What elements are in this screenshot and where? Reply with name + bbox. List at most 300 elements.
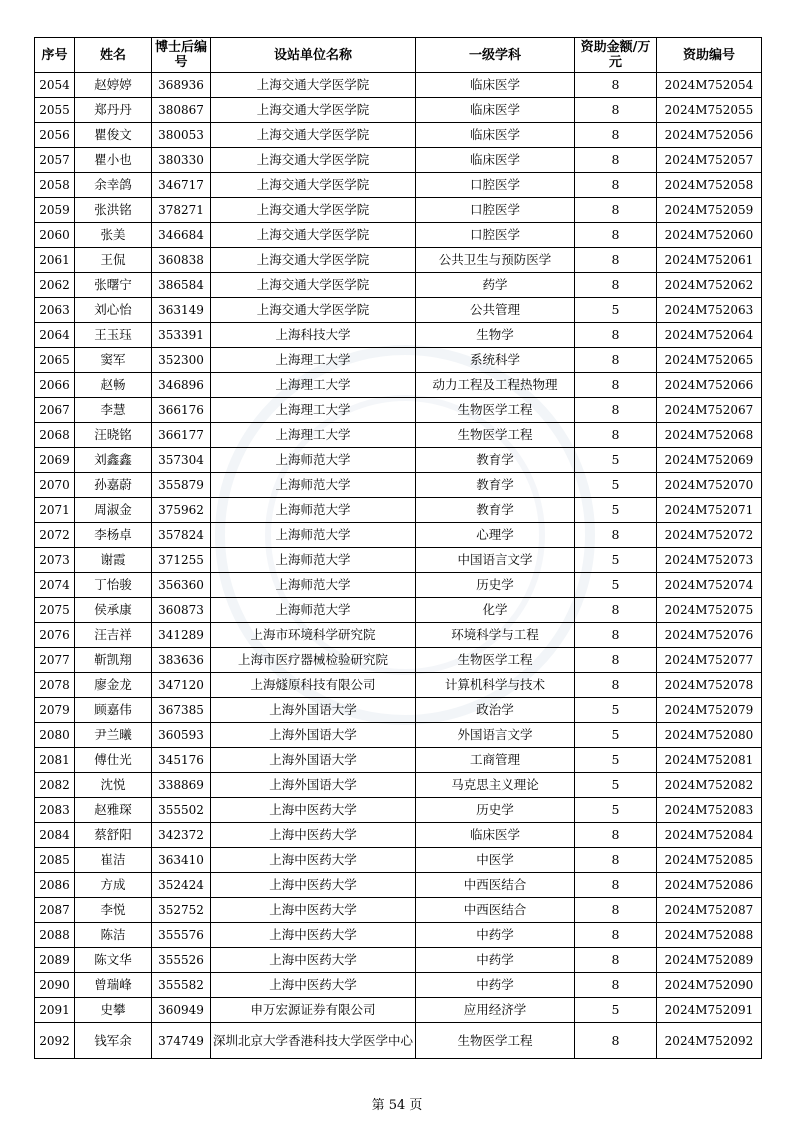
- cell-institution: 上海交通大学医学院: [211, 198, 416, 223]
- cell-discipline: 计算机科学与技术: [416, 673, 575, 698]
- cell-name: 尹兰曦: [75, 723, 152, 748]
- cell-institution: 上海交通大学医学院: [211, 123, 416, 148]
- cell-postdoc-id: 357304: [152, 448, 211, 473]
- table-row: [35, 348, 762, 373]
- cell-amount: 8: [575, 823, 657, 848]
- table-row: [35, 423, 762, 448]
- cell-name: 顾嘉伟: [75, 698, 152, 723]
- cell-index: 2086: [35, 873, 75, 898]
- cell-postdoc-id: 371255: [152, 548, 211, 573]
- cell-amount: 8: [575, 198, 657, 223]
- cell-name: 靳凯翔: [75, 648, 152, 673]
- table-row: [35, 673, 762, 698]
- cell-amount: 8: [575, 373, 657, 398]
- cell-amount: 8: [575, 423, 657, 448]
- cell-index: 2059: [35, 198, 75, 223]
- cell-discipline: 环境科学与工程: [416, 623, 575, 648]
- cell-name: 李慧: [75, 398, 152, 423]
- cell-index: 2065: [35, 348, 75, 373]
- cell-amount: 8: [575, 923, 657, 948]
- table-row: [35, 873, 762, 898]
- cell-grant-id: 2024M752060: [657, 223, 762, 248]
- cell-name: 余幸鸽: [75, 173, 152, 198]
- table-row: [35, 323, 762, 348]
- cell-name: 窦军: [75, 348, 152, 373]
- cell-grant-id: 2024M752087: [657, 898, 762, 923]
- cell-institution: 上海交通大学医学院: [211, 98, 416, 123]
- cell-index: 2081: [35, 748, 75, 773]
- cell-grant-id: 2024M752064: [657, 323, 762, 348]
- table-row: [35, 373, 762, 398]
- cell-name: 张洪铭: [75, 198, 152, 223]
- table-row: [35, 823, 762, 848]
- cell-name: 赵雅琛: [75, 798, 152, 823]
- cell-institution: 上海外国语大学: [211, 723, 416, 748]
- cell-index: 2084: [35, 823, 75, 848]
- cell-amount: 8: [575, 98, 657, 123]
- cell-postdoc-id: 352300: [152, 348, 211, 373]
- cell-discipline: 教育学: [416, 448, 575, 473]
- cell-grant-id: 2024M752055: [657, 98, 762, 123]
- cell-postdoc-id: 342372: [152, 823, 211, 848]
- table-row: [35, 298, 762, 323]
- cell-grant-id: 2024M752092: [657, 1023, 762, 1059]
- cell-amount: 8: [575, 148, 657, 173]
- cell-institution: 上海中医药大学: [211, 848, 416, 873]
- cell-name: 赵婷婷: [75, 73, 152, 98]
- cell-discipline: 口腔医学: [416, 223, 575, 248]
- cell-name: 崔洁: [75, 848, 152, 873]
- cell-postdoc-id: 347120: [152, 673, 211, 698]
- cell-grant-id: 2024M752081: [657, 748, 762, 773]
- page-number: 第 54 页: [371, 1098, 423, 1113]
- cell-discipline: 口腔医学: [416, 173, 575, 198]
- cell-postdoc-id: 357824: [152, 523, 211, 548]
- cell-index: 2072: [35, 523, 75, 548]
- cell-grant-id: 2024M752090: [657, 973, 762, 998]
- cell-index: 2066: [35, 373, 75, 398]
- cell-discipline: 生物医学工程: [416, 1023, 575, 1059]
- cell-index: 2054: [35, 73, 75, 98]
- table-row: [35, 173, 762, 198]
- header-institution: 设站单位名称: [211, 38, 416, 73]
- cell-grant-id: 2024M752068: [657, 423, 762, 448]
- cell-postdoc-id: 366176: [152, 398, 211, 423]
- cell-discipline: 生物医学工程: [416, 423, 575, 448]
- cell-institution: 上海师范大学: [211, 448, 416, 473]
- cell-discipline: 公共卫生与预防医学: [416, 248, 575, 273]
- cell-discipline: 中国语言文学: [416, 548, 575, 573]
- table-row: [35, 698, 762, 723]
- cell-amount: 5: [575, 473, 657, 498]
- table-row: [35, 198, 762, 223]
- cell-discipline: 化学: [416, 598, 575, 623]
- cell-postdoc-id: 374749: [152, 1023, 211, 1059]
- cell-name: 张曙宁: [75, 273, 152, 298]
- cell-grant-id: 2024M752074: [657, 573, 762, 598]
- table-row: [35, 523, 762, 548]
- cell-institution: 上海交通大学医学院: [211, 248, 416, 273]
- cell-institution: 上海理工大学: [211, 398, 416, 423]
- cell-grant-id: 2024M752088: [657, 923, 762, 948]
- cell-index: 2091: [35, 998, 75, 1023]
- cell-institution: 上海中医药大学: [211, 873, 416, 898]
- cell-institution: 上海交通大学医学院: [211, 298, 416, 323]
- table-row: [35, 1023, 762, 1059]
- cell-amount: 8: [575, 273, 657, 298]
- cell-discipline: 心理学: [416, 523, 575, 548]
- cell-institution: 上海理工大学: [211, 373, 416, 398]
- cell-postdoc-id: 378271: [152, 198, 211, 223]
- cell-index: 2076: [35, 623, 75, 648]
- cell-amount: 5: [575, 773, 657, 798]
- cell-postdoc-id: 386584: [152, 273, 211, 298]
- cell-discipline: 临床医学: [416, 123, 575, 148]
- cell-discipline: 历史学: [416, 573, 575, 598]
- cell-index: 2055: [35, 98, 75, 123]
- cell-name: 侯承康: [75, 598, 152, 623]
- cell-name: 李杨卓: [75, 523, 152, 548]
- cell-institution: 上海科技大学: [211, 323, 416, 348]
- cell-postdoc-id: 380330: [152, 148, 211, 173]
- cell-postdoc-id: 368936: [152, 73, 211, 98]
- cell-amount: 5: [575, 748, 657, 773]
- cell-discipline: 临床医学: [416, 148, 575, 173]
- cell-name: 谢霞: [75, 548, 152, 573]
- cell-name: 蔡舒阳: [75, 823, 152, 848]
- cell-discipline: 中西医结合: [416, 898, 575, 923]
- cell-discipline: 工商管理: [416, 748, 575, 773]
- cell-grant-id: 2024M752084: [657, 823, 762, 848]
- table-row: [35, 923, 762, 948]
- table-row: [35, 273, 762, 298]
- cell-amount: 5: [575, 723, 657, 748]
- cell-index: 2090: [35, 973, 75, 998]
- cell-institution: 上海师范大学: [211, 498, 416, 523]
- cell-institution: 上海市医疗器械检验研究院: [211, 648, 416, 673]
- cell-index: 2058: [35, 173, 75, 198]
- cell-grant-id: 2024M752079: [657, 698, 762, 723]
- cell-postdoc-id: 363410: [152, 848, 211, 873]
- cell-postdoc-id: 352752: [152, 898, 211, 923]
- cell-index: 2068: [35, 423, 75, 448]
- cell-index: 2092: [35, 1023, 75, 1059]
- cell-index: 2080: [35, 723, 75, 748]
- cell-name: 钱军余: [75, 1023, 152, 1059]
- cell-name: 方成: [75, 873, 152, 898]
- cell-name: 瞿小也: [75, 148, 152, 173]
- table-row: [35, 898, 762, 923]
- cell-index: 2082: [35, 773, 75, 798]
- cell-postdoc-id: 375962: [152, 498, 211, 523]
- cell-grant-id: 2024M752078: [657, 673, 762, 698]
- cell-postdoc-id: 363149: [152, 298, 211, 323]
- cell-index: 2056: [35, 123, 75, 148]
- cell-name: 赵畅: [75, 373, 152, 398]
- header-grant-id: 资助编号: [657, 38, 762, 73]
- cell-postdoc-id: 360838: [152, 248, 211, 273]
- table-row: [35, 398, 762, 423]
- cell-index: 2087: [35, 898, 75, 923]
- cell-discipline: 口腔医学: [416, 198, 575, 223]
- cell-amount: 5: [575, 798, 657, 823]
- table-row: [35, 723, 762, 748]
- cell-grant-id: 2024M752054: [657, 73, 762, 98]
- cell-discipline: 公共管理: [416, 298, 575, 323]
- cell-index: 2083: [35, 798, 75, 823]
- cell-institution: 上海师范大学: [211, 548, 416, 573]
- table-row: [35, 448, 762, 473]
- cell-grant-id: 2024M752062: [657, 273, 762, 298]
- cell-amount: 8: [575, 73, 657, 98]
- cell-index: 2064: [35, 323, 75, 348]
- cell-amount: 8: [575, 873, 657, 898]
- header-name: 姓名: [75, 38, 152, 73]
- cell-amount: 8: [575, 948, 657, 973]
- cell-discipline: 生物医学工程: [416, 648, 575, 673]
- table-row: [35, 998, 762, 1023]
- cell-postdoc-id: 353391: [152, 323, 211, 348]
- cell-postdoc-id: 366177: [152, 423, 211, 448]
- cell-postdoc-id: 346684: [152, 223, 211, 248]
- cell-index: 2077: [35, 648, 75, 673]
- cell-postdoc-id: 360593: [152, 723, 211, 748]
- cell-institution: 深圳北京大学香港科技大学医学中心: [211, 1023, 416, 1059]
- cell-discipline: 中药学: [416, 923, 575, 948]
- cell-amount: 5: [575, 298, 657, 323]
- cell-discipline: 中医学: [416, 848, 575, 873]
- cell-index: 2074: [35, 573, 75, 598]
- cell-institution: 上海交通大学医学院: [211, 148, 416, 173]
- cell-amount: 5: [575, 998, 657, 1023]
- cell-institution: 上海中医药大学: [211, 798, 416, 823]
- cell-name: 王侃: [75, 248, 152, 273]
- cell-index: 2069: [35, 448, 75, 473]
- table-row: [35, 623, 762, 648]
- cell-index: 2071: [35, 498, 75, 523]
- table-row: [35, 973, 762, 998]
- cell-postdoc-id: 383636: [152, 648, 211, 673]
- cell-grant-id: 2024M752086: [657, 873, 762, 898]
- table-row: [35, 248, 762, 273]
- cell-name: 刘鑫鑫: [75, 448, 152, 473]
- cell-institution: 上海师范大学: [211, 473, 416, 498]
- cell-grant-id: 2024M752075: [657, 598, 762, 623]
- cell-institution: 上海交通大学医学院: [211, 273, 416, 298]
- cell-amount: 5: [575, 573, 657, 598]
- cell-discipline: 教育学: [416, 473, 575, 498]
- cell-index: 2085: [35, 848, 75, 873]
- header-index: 序号: [35, 38, 75, 73]
- cell-grant-id: 2024M752080: [657, 723, 762, 748]
- cell-name: 王玉珏: [75, 323, 152, 348]
- cell-grant-id: 2024M752072: [657, 523, 762, 548]
- cell-postdoc-id: 355526: [152, 948, 211, 973]
- cell-postdoc-id: 380867: [152, 98, 211, 123]
- cell-postdoc-id: 355582: [152, 973, 211, 998]
- cell-grant-id: 2024M752061: [657, 248, 762, 273]
- cell-postdoc-id: 367385: [152, 698, 211, 723]
- cell-amount: 8: [575, 598, 657, 623]
- cell-amount: 8: [575, 523, 657, 548]
- cell-institution: 上海外国语大学: [211, 748, 416, 773]
- table-row: [35, 73, 762, 98]
- cell-name: 廖金龙: [75, 673, 152, 698]
- cell-discipline: 生物医学工程: [416, 398, 575, 423]
- cell-institution: 上海市环境科学研究院: [211, 623, 416, 648]
- cell-discipline: 教育学: [416, 498, 575, 523]
- cell-grant-id: 2024M752089: [657, 948, 762, 973]
- table-row: [35, 98, 762, 123]
- cell-grant-id: 2024M752065: [657, 348, 762, 373]
- cell-discipline: 生物学: [416, 323, 575, 348]
- cell-institution: 上海中医药大学: [211, 948, 416, 973]
- table-row: [35, 648, 762, 673]
- cell-grant-id: 2024M752056: [657, 123, 762, 148]
- cell-grant-id: 2024M752058: [657, 173, 762, 198]
- cell-postdoc-id: 360949: [152, 998, 211, 1023]
- cell-grant-id: 2024M752083: [657, 798, 762, 823]
- cell-name: 陈洁: [75, 923, 152, 948]
- cell-institution: 上海中医药大学: [211, 973, 416, 998]
- cell-amount: 5: [575, 548, 657, 573]
- table-row: [35, 573, 762, 598]
- cell-postdoc-id: 360873: [152, 598, 211, 623]
- cell-amount: 8: [575, 648, 657, 673]
- cell-amount: 8: [575, 398, 657, 423]
- cell-name: 丁怡骏: [75, 573, 152, 598]
- cell-name: 汪吉祥: [75, 623, 152, 648]
- cell-postdoc-id: 380053: [152, 123, 211, 148]
- cell-grant-id: 2024M752059: [657, 198, 762, 223]
- cell-institution: 上海师范大学: [211, 598, 416, 623]
- cell-discipline: 马克思主义理论: [416, 773, 575, 798]
- table-row: [35, 948, 762, 973]
- cell-postdoc-id: 338869: [152, 773, 211, 798]
- table-row: [35, 473, 762, 498]
- cell-name: 陈文华: [75, 948, 152, 973]
- cell-index: 2061: [35, 248, 75, 273]
- cell-discipline: 临床医学: [416, 98, 575, 123]
- cell-index: 2057: [35, 148, 75, 173]
- cell-grant-id: 2024M752077: [657, 648, 762, 673]
- cell-institution: 上海交通大学医学院: [211, 173, 416, 198]
- table-row: [35, 848, 762, 873]
- cell-discipline: 应用经济学: [416, 998, 575, 1023]
- cell-postdoc-id: 352424: [152, 873, 211, 898]
- cell-amount: 5: [575, 448, 657, 473]
- cell-discipline: 中药学: [416, 948, 575, 973]
- cell-institution: 申万宏源证券有限公司: [211, 998, 416, 1023]
- cell-name: 傅仕光: [75, 748, 152, 773]
- cell-name: 沈悦: [75, 773, 152, 798]
- cell-amount: 8: [575, 898, 657, 923]
- cell-amount: 8: [575, 223, 657, 248]
- cell-discipline: 中药学: [416, 973, 575, 998]
- cell-discipline: 临床医学: [416, 823, 575, 848]
- cell-amount: 8: [575, 173, 657, 198]
- cell-discipline: 政治学: [416, 698, 575, 723]
- cell-grant-id: 2024M752071: [657, 498, 762, 523]
- cell-amount: 8: [575, 323, 657, 348]
- cell-grant-id: 2024M752057: [657, 148, 762, 173]
- cell-discipline: 外国语言文学: [416, 723, 575, 748]
- cell-grant-id: 2024M752082: [657, 773, 762, 798]
- cell-name: 史攀: [75, 998, 152, 1023]
- cell-amount: 8: [575, 1023, 657, 1059]
- cell-name: 郑丹丹: [75, 98, 152, 123]
- cell-index: 2067: [35, 398, 75, 423]
- cell-amount: 8: [575, 673, 657, 698]
- cell-postdoc-id: 355502: [152, 798, 211, 823]
- cell-amount: 8: [575, 348, 657, 373]
- cell-postdoc-id: 345176: [152, 748, 211, 773]
- funding-table: [34, 37, 762, 1059]
- cell-grant-id: 2024M752069: [657, 448, 762, 473]
- cell-institution: 上海交通大学医学院: [211, 223, 416, 248]
- cell-discipline: 中西医结合: [416, 873, 575, 898]
- cell-postdoc-id: 355879: [152, 473, 211, 498]
- cell-institution: 上海师范大学: [211, 573, 416, 598]
- cell-postdoc-id: 355576: [152, 923, 211, 948]
- cell-index: 2089: [35, 948, 75, 973]
- cell-name: 张美: [75, 223, 152, 248]
- cell-amount: 8: [575, 123, 657, 148]
- cell-grant-id: 2024M752063: [657, 298, 762, 323]
- header-postdoc-id: 博士后编号: [152, 38, 211, 73]
- cell-index: 2063: [35, 298, 75, 323]
- table-row: [35, 798, 762, 823]
- table-row: [35, 148, 762, 173]
- cell-postdoc-id: 341289: [152, 623, 211, 648]
- cell-discipline: 临床医学: [416, 73, 575, 98]
- cell-institution: 上海理工大学: [211, 423, 416, 448]
- cell-discipline: 药学: [416, 273, 575, 298]
- table-row: [35, 223, 762, 248]
- cell-name: 瞿俊文: [75, 123, 152, 148]
- cell-grant-id: 2024M752091: [657, 998, 762, 1023]
- header-amount: 资助金额/万元: [575, 38, 657, 73]
- cell-grant-id: 2024M752070: [657, 473, 762, 498]
- cell-name: 孙嘉蔚: [75, 473, 152, 498]
- cell-index: 2073: [35, 548, 75, 573]
- cell-amount: 5: [575, 498, 657, 523]
- cell-grant-id: 2024M752085: [657, 848, 762, 873]
- cell-grant-id: 2024M752066: [657, 373, 762, 398]
- cell-index: 2070: [35, 473, 75, 498]
- cell-name: 李悦: [75, 898, 152, 923]
- cell-name: 周淑金: [75, 498, 152, 523]
- cell-name: 汪晓铭: [75, 423, 152, 448]
- cell-amount: 8: [575, 248, 657, 273]
- cell-discipline: 动力工程及工程热物理: [416, 373, 575, 398]
- cell-grant-id: 2024M752076: [657, 623, 762, 648]
- cell-name: 曾瑞峰: [75, 973, 152, 998]
- table-row: [35, 123, 762, 148]
- cell-institution: 上海中医药大学: [211, 923, 416, 948]
- cell-postdoc-id: 346717: [152, 173, 211, 198]
- cell-index: 2060: [35, 223, 75, 248]
- cell-discipline: 系统科学: [416, 348, 575, 373]
- cell-postdoc-id: 356360: [152, 573, 211, 598]
- cell-institution: 上海交通大学医学院: [211, 73, 416, 98]
- cell-institution: 上海外国语大学: [211, 773, 416, 798]
- cell-institution: 上海理工大学: [211, 348, 416, 373]
- cell-index: 2079: [35, 698, 75, 723]
- table-row: [35, 548, 762, 573]
- table-header-row: [35, 38, 762, 73]
- header-discipline: 一级学科: [416, 38, 575, 73]
